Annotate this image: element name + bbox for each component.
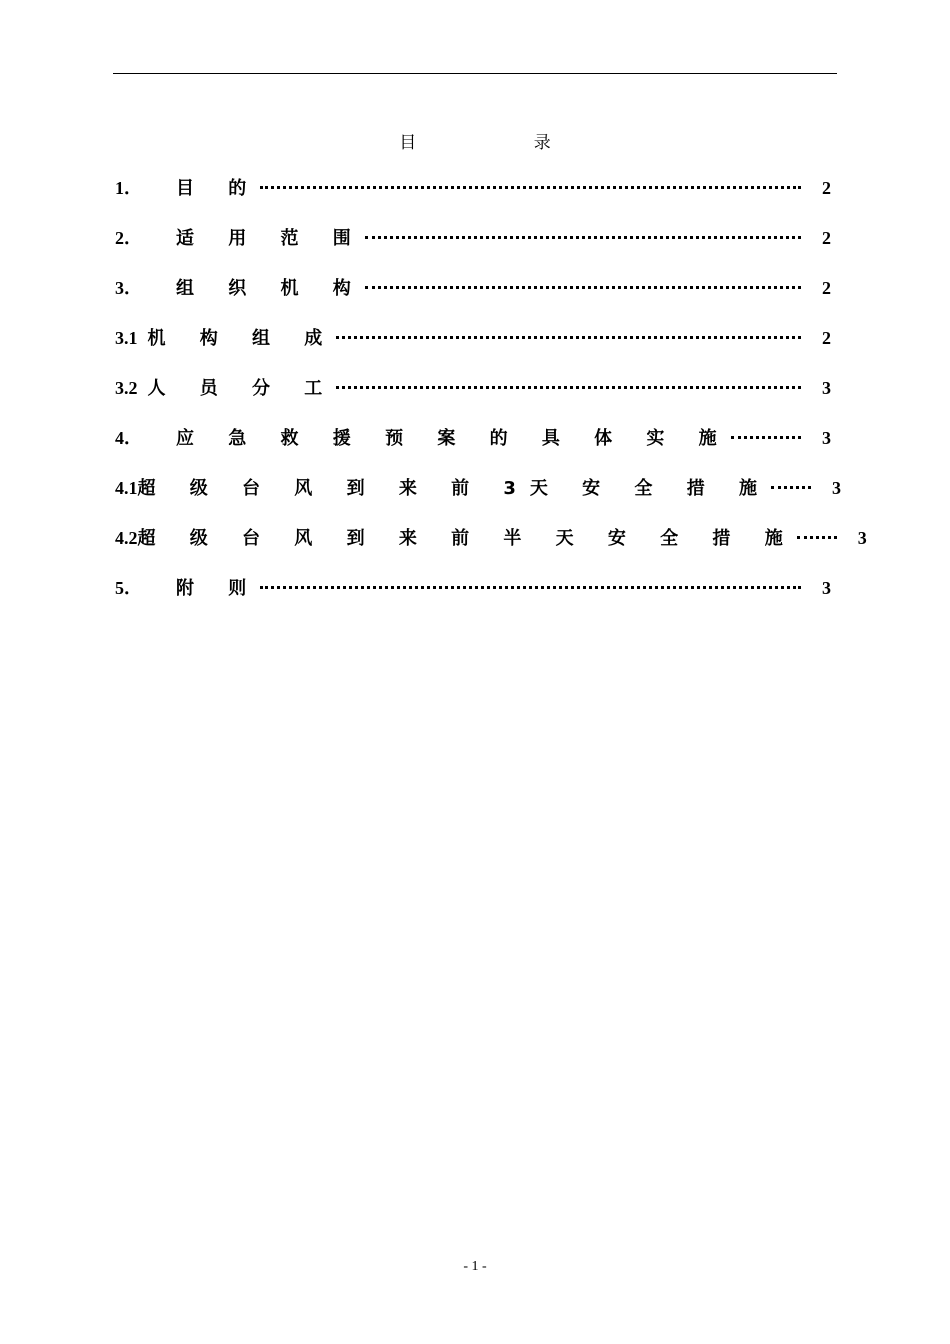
toc-entry-title: 超 级 台 风 到 来 前 半 天 安 全 措 施: [137, 528, 797, 549]
toc-dot-leader: [797, 536, 837, 539]
toc-entry-page: 3: [831, 478, 841, 498]
toc-entry-3[interactable]: [113, 270, 831, 320]
toc-entry-number: 1．: [115, 178, 142, 198]
toc-entry-2[interactable]: [113, 220, 831, 270]
toc-entry-title: 附 则: [176, 578, 261, 599]
header-rule: [113, 73, 837, 74]
table-of-contents: [113, 170, 867, 620]
toc-dot-leader: [731, 436, 801, 439]
toc-entry-3-2[interactable]: [113, 370, 831, 420]
toc-entry-page: 3: [822, 428, 831, 448]
toc-entry-title: 人 员 分 工: [147, 378, 337, 399]
toc-entry-number: 4．: [115, 428, 142, 448]
toc-entry-1[interactable]: [113, 170, 831, 220]
toc-entry-number: 3.1: [115, 328, 138, 348]
toc-dot-leader: [365, 236, 801, 239]
toc-dot-leader: [260, 586, 801, 589]
toc-entry-page: 2: [822, 178, 831, 198]
toc-dot-leader: [771, 486, 811, 489]
toc-entry-5[interactable]: [113, 570, 831, 620]
toc-entry-page: 3: [822, 378, 831, 398]
toc-entry-number: 3.2: [115, 378, 138, 398]
toc-entry-title: 机 构 组 成: [147, 328, 337, 349]
toc-entry-title: 目 的: [176, 178, 261, 199]
toc-entry-number: 4.1: [115, 478, 138, 498]
toc-title: 目 录: [399, 133, 607, 153]
toc-entry-number: 2．: [115, 228, 142, 248]
toc-dot-leader: [336, 386, 801, 389]
toc-entry-number: 4.2: [115, 528, 138, 548]
toc-entry-title: 超 级 台 风 到 来 前 3天 安 全 措 施: [137, 478, 771, 499]
toc-dot-leader: [365, 286, 801, 289]
toc-entry-page: 3: [857, 528, 867, 548]
toc-entry-title: 适 用 范 围: [176, 228, 365, 249]
toc-entry-4[interactable]: [113, 420, 831, 470]
toc-entry-3-1[interactable]: [113, 320, 831, 370]
toc-entry-page: 2: [822, 278, 831, 298]
toc-entry-title: 应 急 救 援 预 案 的 具 体 实 施: [176, 428, 731, 449]
toc-entry-4-2[interactable]: [113, 520, 867, 570]
toc-entry-page: 3: [822, 578, 831, 598]
toc-dot-leader: [336, 336, 801, 339]
toc-entry-page: 2: [822, 328, 831, 348]
toc-dot-leader: [260, 186, 801, 189]
toc-entry-4-1[interactable]: [113, 470, 841, 520]
toc-entry-title: 组 织 机 构: [176, 278, 365, 299]
page-number: - 1 -: [463, 1259, 487, 1274]
toc-entry-page: 2: [822, 228, 831, 248]
toc-entry-number: 5．: [115, 578, 142, 598]
toc-entry-number: 3．: [115, 278, 142, 298]
